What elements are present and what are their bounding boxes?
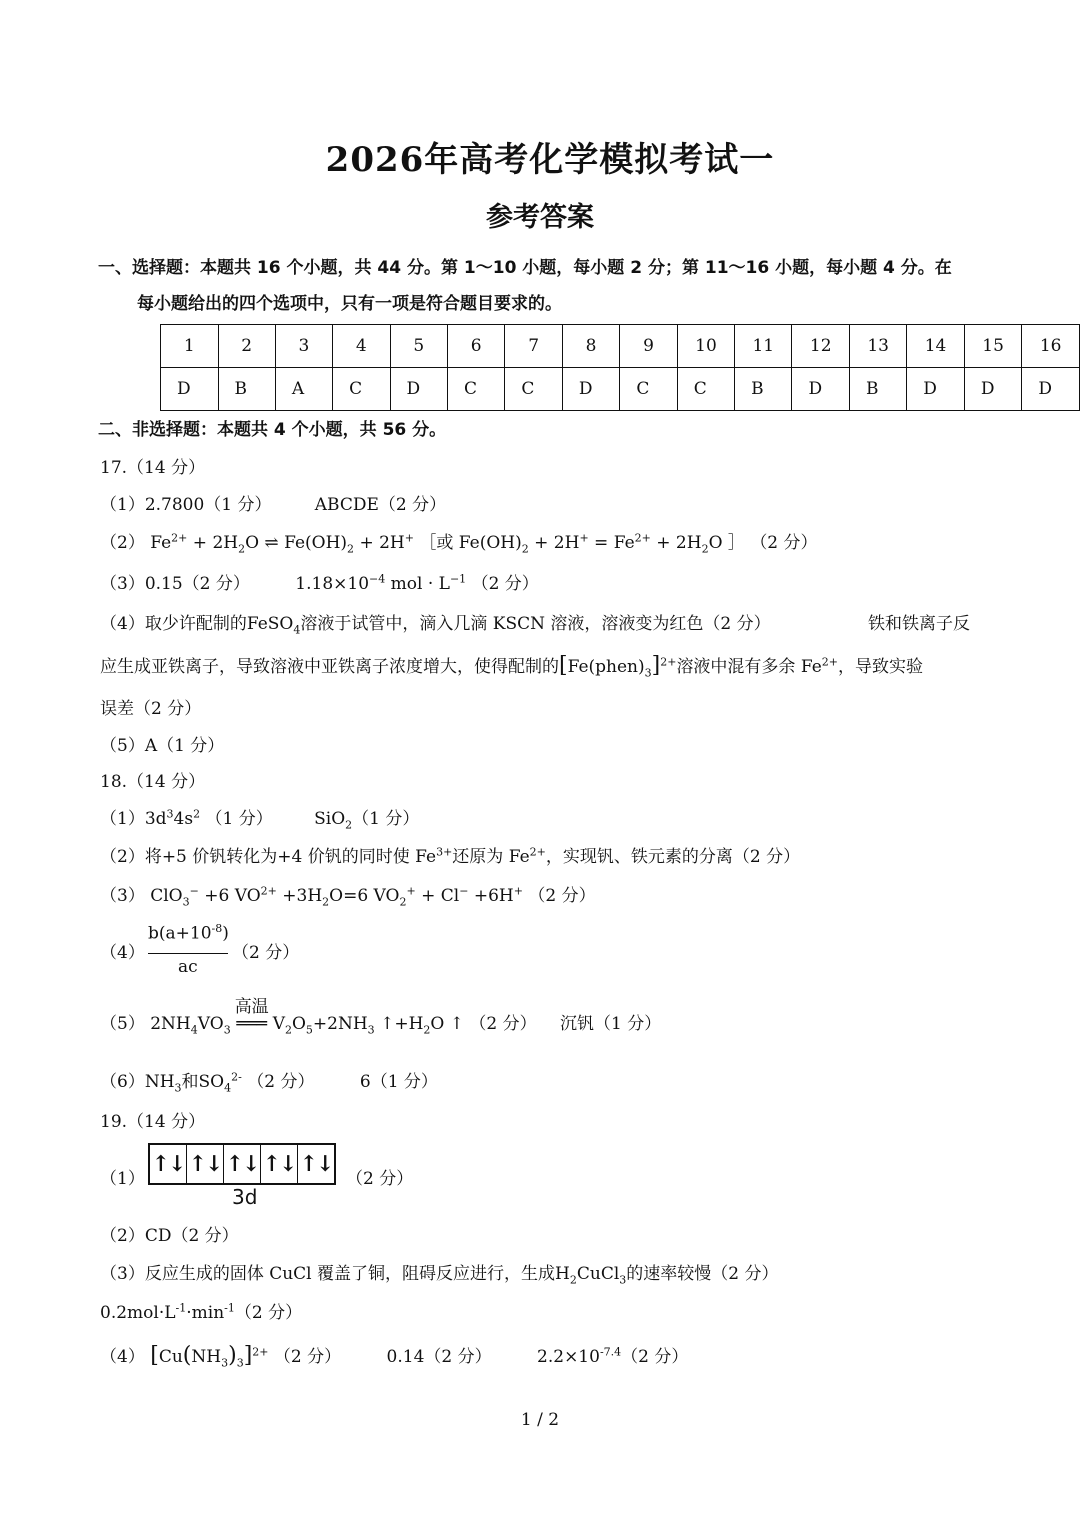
q19-part1-label: （1） [100, 1169, 145, 1189]
q18-part4-label: （4） [100, 943, 145, 963]
answer-cell: B [218, 368, 275, 411]
question-number: 16 [1022, 325, 1080, 368]
q17-part4-text: 应生成亚铁离子，导致溶液中亚铁离子浓度增大，使得配制的 [100, 657, 559, 677]
question-number: 10 [677, 325, 734, 368]
section1-heading: 一、选择题：本题共 16 个小题，共 44 分。第 1～10 小题，每小题 2 分；第 11～16 小题，每小题 4 分。在 [98, 258, 952, 278]
q18-header: 18.（14 分） [100, 772, 206, 792]
page-subtitle: 参考答案 [486, 202, 594, 233]
q17-part2 [100, 528, 818, 555]
q18-part6: $(6)NH_3$和$SO_4^{2-}$ （2 分） 6（1 分） [100, 1070, 438, 1095]
q18-part6-text: （6）NH [100, 1072, 175, 1092]
reaction-arrow: 高温 ═══ [231, 1014, 273, 1034]
cu-nh3-complex: $[Cu(NH_3)_3]^{2+}$ [150, 1343, 269, 1370]
question-number: 3 [275, 325, 332, 368]
q19-part4-b: 0.14（2 分） [386, 1347, 492, 1367]
answer-cell: B [735, 368, 792, 411]
orbital-box: ↑↓ [260, 1145, 297, 1183]
q17-part3-conc: $1.18\times 10^{-4}$ mol · $L^{-1}$ [295, 572, 467, 594]
orbital-box: ↑↓ [151, 1151, 185, 1177]
question-number: 2 [218, 325, 275, 368]
answer-cell: C [505, 368, 562, 411]
answer-row [161, 368, 1080, 411]
rate-score: （2 分） [234, 1303, 303, 1323]
q19-part3-rate: $0.2mol\cdot L^{-1}\cdot\min^{-1}(2$ 分） [100, 1301, 303, 1323]
q18-part1-score: （1 分） [352, 809, 420, 829]
sulfate-ion: $SO_4^{2-}$ [198, 1070, 242, 1095]
q18-part2: （2）将+5 价钒转化为+4 价钒的同时使 $Fe^{3+}$还原为 $Fe^{2+}$，实现钒、铁元素的分离（2 分） [100, 845, 801, 867]
q19-part4 [100, 1342, 688, 1369]
q18-part6-d: 6（1 分） [359, 1072, 438, 1092]
question-number: 7 [505, 325, 562, 368]
answer-cell: C [448, 368, 505, 411]
rate-text: 0.2mol·L [100, 1303, 176, 1323]
q17-part4-text: （4）取少许配制的 [100, 614, 247, 634]
question-number: 9 [620, 325, 677, 368]
q17-part4-line3: 误差（2 分） [100, 699, 202, 719]
q17-part3-a: （3）0.15（2 分） [100, 574, 250, 594]
q17-part4-text: 溶液于试管中，滴入几滴 KSCN 溶液，溶液变为红色（2 分） [300, 614, 771, 634]
q19-part3 [100, 1259, 779, 1286]
q17-part4-line2 [100, 652, 923, 679]
q18-part3-label: （3） [100, 886, 145, 906]
orbital-label: 3d [232, 1185, 258, 1209]
q18-part1-text: （1）3d [100, 809, 167, 829]
question-number: 4 [333, 325, 390, 368]
q18-part2-text: 还原为 Fe [452, 847, 530, 867]
answer-cell: D [161, 368, 219, 411]
q19-part4-score: （2 分） [273, 1347, 342, 1367]
q18-part3-equation: ClO$_3$− +6 $VO^{2+} +3H_2O=6$ $VO_2^+ + Cl^- +6H^+$ [150, 884, 523, 909]
q18-part3 [100, 881, 596, 908]
answer-cell: D [390, 368, 448, 411]
feso4-formula: FeSO$_4$ [246, 614, 301, 637]
q17-part3 [100, 569, 539, 594]
q18-part5 [100, 997, 537, 1037]
question-number: 11 [735, 325, 792, 368]
section1-heading-cont: 每小题给出的四个选项中，只有一项是符合题目要求的。 [137, 294, 562, 314]
q17-part2-label: （2） [100, 533, 145, 553]
q18-part5-b: 沉钒（1 分） [560, 1014, 662, 1034]
question-number-row [161, 325, 1080, 368]
q17-part2-score: （2 分） [750, 533, 818, 553]
fe2-ion: $Fe^{2+}$ [800, 655, 838, 677]
q18-part4-score: （2 分） [232, 943, 300, 963]
q18-part5-reactant: $2NH_4VO_3$ [150, 1014, 231, 1037]
question-number: 14 [907, 325, 965, 368]
q18-part5-products: $V_2O_5+2NH_3$ $↑+H_2O$ ↑ [272, 1014, 464, 1037]
q19-part1-score: （2 分） [346, 1169, 414, 1189]
fraction-denominator: ac [178, 957, 198, 977]
orbital-box: ↑↓ [186, 1145, 223, 1183]
q18-part2-text: （2）将+5 价钒转化为+4 价钒的同时使 Fe [100, 847, 437, 867]
reaction-condition: 高温 [234, 997, 269, 1017]
orbital-box: ↑↓ [297, 1145, 334, 1183]
q18-part5-score: （2 分） [469, 1014, 537, 1034]
fraction-bar [148, 953, 228, 954]
q19-part2: （2）CD（2 分） [100, 1226, 239, 1246]
answer-cell: D [562, 368, 620, 411]
page-title: 2026年高考化学模拟考试一 [325, 140, 775, 180]
q18-part6-text: 和 [181, 1072, 199, 1092]
q18-part1-score: （1 分） [205, 809, 273, 829]
q19-part4-score: （2 分） [621, 1347, 689, 1367]
q19-part3-text: 的速率较慢（2 分） [626, 1264, 779, 1284]
sio2-formula: SiO [314, 809, 346, 829]
answer-cell: B [849, 368, 906, 411]
q18-part3-score: （2 分） [528, 886, 596, 906]
question-number: 8 [562, 325, 620, 368]
q17-part4-text: 溶液中混有多余 [676, 657, 796, 677]
q19-header: 19.（14 分） [100, 1112, 206, 1132]
rate-text: ·min [186, 1303, 225, 1323]
answer-cell: C [677, 368, 734, 411]
q17-header: 17.（14 分） [100, 458, 206, 478]
section2-heading: 二、非选择题：本题共 4 个小题，共 56 分。 [98, 420, 447, 440]
q18-part2-text: ，实现钒、铁元素的分离（2 分） [545, 847, 801, 867]
q17-part4-text: ，导致实验 [838, 657, 923, 677]
q17-part2-equation: $Fe^{2+} + 2H_2O$ ⇌ $Fe(OH)_2 + 2H^+$ ［或 $Fe(OH)_2 + 2H^+ = Fe^{2+} + 2H_2O$ ］ [150, 531, 745, 556]
question-number: 1 [161, 325, 219, 368]
q17-part4-line1-end: 铁和铁离子反 [868, 614, 970, 634]
question-number: 15 [964, 325, 1022, 368]
page-number: 1 / 2 [520, 1410, 560, 1430]
q19-part4-c: 2.2×10 [537, 1347, 600, 1367]
q19-part4-label: （4） [100, 1347, 145, 1367]
fe-phen-complex: $[Fe(phen)_3]^{2+}$ [559, 653, 677, 680]
orbital-diagram [148, 1143, 336, 1185]
q18-part6-score: （2 分） [247, 1072, 315, 1092]
answer-cell: D [792, 368, 850, 411]
q18-part1: $(1)3d^34s^2$ （1 分） SiO$_2$（1 分） [100, 807, 420, 832]
q17-part5: （5）A（1 分） [100, 736, 225, 756]
q19-part4-c-exp: -7.4 [599, 1345, 622, 1359]
orbital-box: ↑↓ [223, 1145, 260, 1183]
answer-cell: A [275, 368, 332, 411]
fraction-numerator: $b(a+10^{-8})$ [148, 922, 229, 944]
q17-part1: （1）2.7800（1 分） ABCDE（2 分） [100, 495, 447, 515]
h2cucl3-formula: $H_2CuCl_3$ [555, 1264, 627, 1287]
question-number: 13 [849, 325, 906, 368]
answer-cell: C [333, 368, 390, 411]
question-number: 5 [390, 325, 448, 368]
answer-table [160, 324, 1080, 411]
q17-part4-line1 [100, 609, 771, 636]
q18-part1-text: 4s [173, 809, 194, 829]
answer-cell: D [964, 368, 1022, 411]
q17-part3-score: （2 分） [471, 574, 539, 594]
q19-part3-text: （3）反应生成的固体 CuCl 覆盖了铜，阻碍反应进行，生成 [100, 1264, 556, 1284]
q18-part5-label: （5） [100, 1014, 145, 1034]
question-number: 12 [792, 325, 850, 368]
answer-cell: D [1022, 368, 1080, 411]
fraction-numerator-text: b(a+10 [148, 923, 212, 944]
question-number: 6 [448, 325, 505, 368]
answer-cell: C [620, 368, 677, 411]
answer-cell: D [907, 368, 965, 411]
